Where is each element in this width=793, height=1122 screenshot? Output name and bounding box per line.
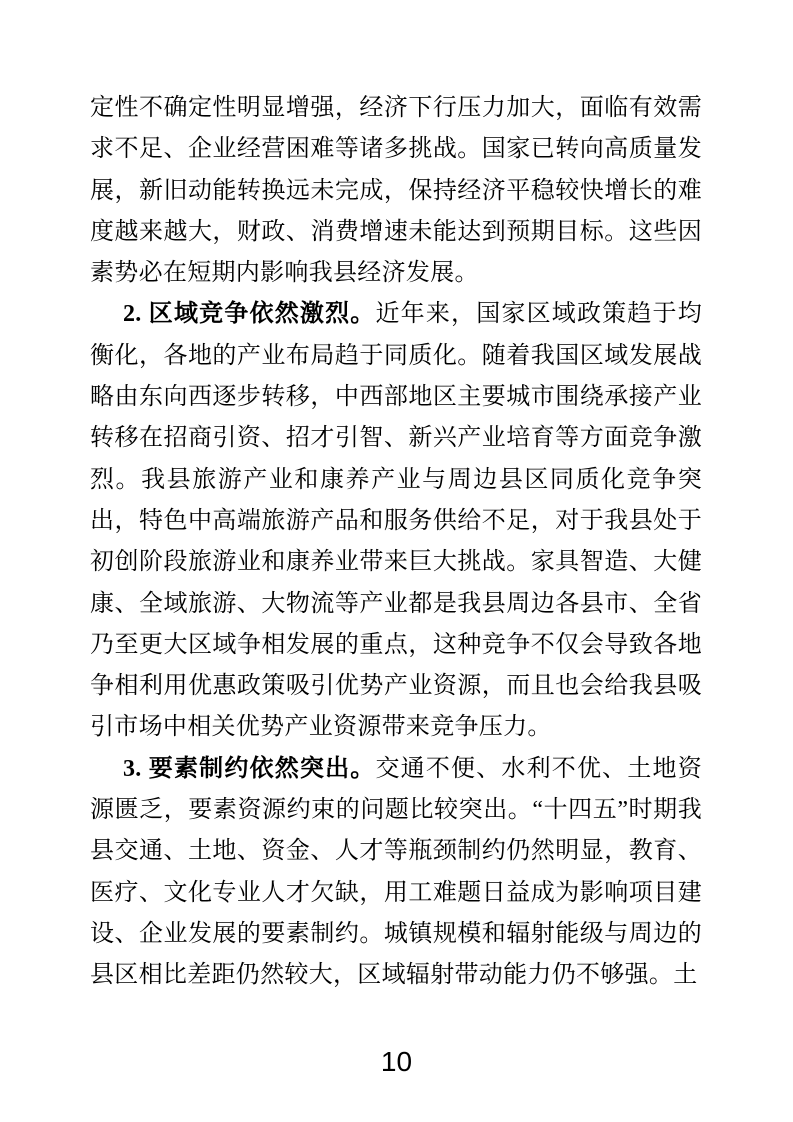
paragraph xyxy=(90,294,702,748)
paragraph-heading: 3. 要素制约依然突出。 xyxy=(123,755,376,782)
paragraph-text: 近年来，国家区域政策趋于均衡化，各地的产业布局趋于同质化。随着我国区域发展战略由东向西逐步转移，中西部地区主要城市围绕承接产业转移在招商引资、招才引智、新兴产业培育等方面竞争激烈。我县旅游产业和康养产业与周边县区同质化竞争突出，特色中高端旅游产品和服务供给不足，对于我县处于初创阶段旅游业和康养业带来巨大挑战。家具智造、大健康、全域旅游、大物流等产业都是我县周边各县市、全省乃至更大区域争相发展的重点，这种竞争不仅会导致各地争相利用优惠政策吸引优势产业资源，而且也会给我县吸引市场中相关优势产业资源带来竞争压力。 xyxy=(90,301,702,741)
paragraph xyxy=(90,749,702,997)
paragraph-text: 定性不确定性明显增强，经济下行压力加大，面临有效需求不足、企业经营困难等诸多挑战。国家已转向高质量发展，新旧动能转换远未完成，保持经济平稳较快增长的难度越来越大，财政、消费增速未能达到预期目标。这些因素势必在短期内影响我县经济发展。 xyxy=(90,95,702,287)
document-body xyxy=(90,88,702,997)
page-footer xyxy=(0,1046,793,1078)
paragraph-heading: 2. 区域竞争依然激烈。 xyxy=(123,301,376,328)
paragraph-text: 交通不便、水利不优、土地资源匮乏，要素资源约束的问题比较突出。“十四五”时期我县交通、土地、资金、人才等瓶颈制约仍然明显，教育、医疗、文化专业人才欠缺，用工难题日益成为影响项目建设、企业发展的要素制约。城镇规模和辐射能级与周边的县区相比差距仍然较大，区域辐射带动能力仍不够强。土 xyxy=(90,755,702,989)
page-number: 10 xyxy=(380,1046,413,1077)
paragraph xyxy=(90,88,702,294)
